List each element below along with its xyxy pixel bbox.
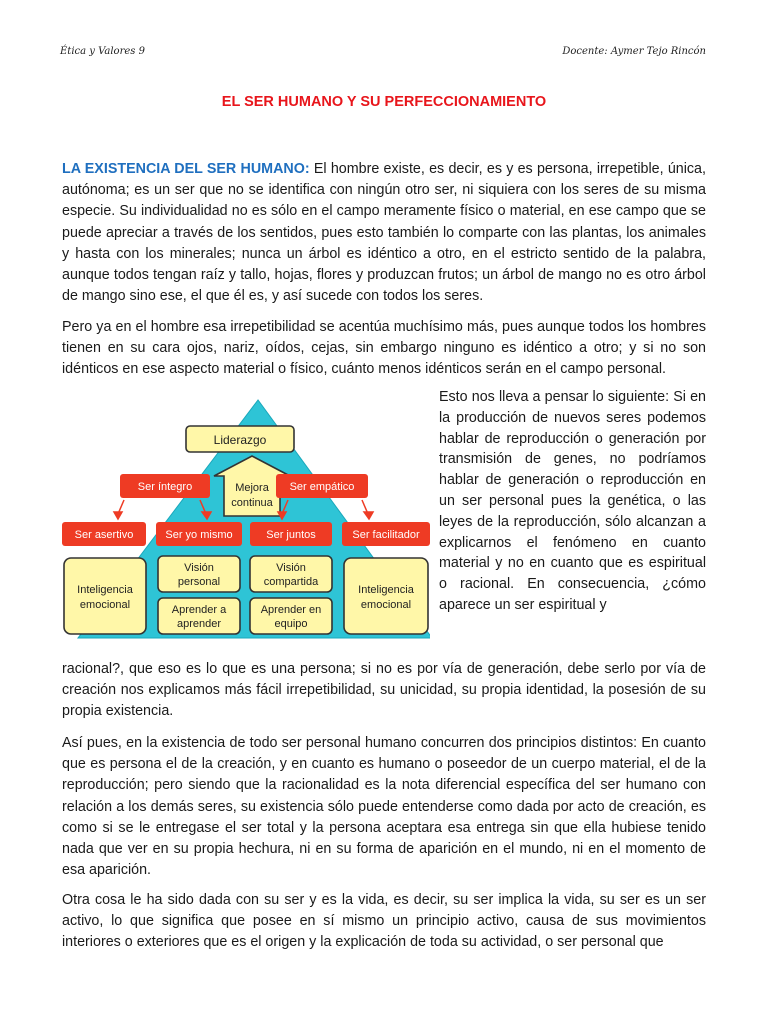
diagram-right-box-l2: emocional bbox=[360, 599, 412, 611]
paragraph-2: Pero ya en el hombre esa irrepetibilidad se acentúa muchísimo más, pues aunque todos los hombres tienen en su cara ojos, nariz, oídos, cejas, sin embargo ninguno es idéntico a otro; y si no son idénticos en ese aspecto material o físico, cuánto menos idénticos serán en el campo personal. bbox=[62, 319, 706, 378]
diagram-right-box-l1: Inteligencia bbox=[358, 584, 414, 596]
diagram-c1-l1: Visión bbox=[184, 562, 214, 574]
section-heading: LA EXISTENCIA DEL SER HUMANO: bbox=[62, 161, 310, 177]
document-title: EL SER HUMANO Y SU PERFECCIONAMIENTO bbox=[221, 94, 547, 110]
diagram-center-line1: Mejora bbox=[235, 482, 269, 494]
diagram-right-mid: Ser empático bbox=[289, 481, 355, 493]
diagram-left-box-l1: Inteligencia bbox=[77, 584, 133, 596]
diagram-left-box-l2: emocional bbox=[79, 599, 131, 611]
diagram-c1-l2: personal bbox=[177, 576, 221, 588]
header-subject: Ética y Valores 9 bbox=[60, 46, 145, 57]
diagram-center-line2: continua bbox=[231, 497, 273, 509]
diagram-row-2: Ser juntos bbox=[266, 529, 316, 541]
diagram-c3-l2: aprender bbox=[176, 618, 222, 630]
leadership-pyramid-diagram bbox=[62, 398, 430, 648]
diagram-c3-l1: Aprender a bbox=[171, 604, 227, 616]
diagram-row-1: Ser yo mismo bbox=[165, 529, 233, 541]
paragraph-existence bbox=[62, 159, 706, 307]
paragraph-5: Otra cosa le ha sido dada con su ser y es la vida, es decir, su ser implica la vida, su ser es un ser activo, lo que significa que posee en sí mismo un principio activo, causa de sus movimientos interiores o exteriores que es el origen y la explicación de toda su actividad, o ser personal que bbox=[62, 892, 706, 951]
diagram-c4-l1: Aprender en bbox=[260, 604, 322, 616]
paragraph-3-continuation: racional?, que eso es lo que es una persona; si no es por vía de generación, debe serlo por vía de creación nos explicamos más fácil irrepetibilidad, su unicidad, su propia identidad, la posesión de su propia existencia. bbox=[62, 661, 706, 720]
side-text: Esto nos lleva a pensar lo siguiente: Si en la producción de nuevos seres podemos hablar de reproducción o generación por transmisión de genes, no podríamos hablar de generación o reproducción en un ser personal pues la genética, o las leyes de la reproducción, sólo alcanzan a explicarnos el fenómeno en cuanto material y no en cuanto que es espiritual o racional. En consecuencia, ¿cómo aparece un ser espiritual y bbox=[439, 389, 706, 613]
diagram-c2-l2: compartida bbox=[263, 576, 319, 588]
diagram-c4-l2: equipo bbox=[274, 618, 308, 630]
section-text: El hombre existe, es decir, es y es persona, irrepetible, única, autónoma; es un ser que no se identifica con ningún otro ser, ni siquiera con los seres de su misma especie. Su individualidad no es sólo en el campo meramente físico o material, en ese campo que se puede apreciar a través de los sentidos, pues esto también lo comparte con las plantas, los animales y hasta con los minerales; nunca un árbol es idéntico a otro, en el estricto sentido de la palabra, aunque todos tengan raíz y tallo, hojas, flores y produzcan frutos; un árbol de mango no es otro árbol de mango sino ese, el que él es, y así sucede con todos los seres. bbox=[62, 161, 706, 305]
diagram-c2-l1: Visión bbox=[276, 562, 306, 574]
diagram-left-mid: Ser íntegro bbox=[137, 481, 193, 493]
diagram-row-3: Ser facilitador bbox=[352, 529, 420, 541]
header-teacher: Docente: Aymer Tejo Rincón bbox=[562, 46, 706, 57]
diagram-top-label: Liderazgo bbox=[213, 433, 267, 447]
paragraph-4: Así pues, en la existencia de todo ser personal humano concurren dos principios distintos: En cuanto que es persona el de la creación, y en cuanto es humano o poseedor de un cuerpo material, el de la reproducción; pero siendo que la racionalidad es la nota diferencial específica del ser humano con relación a los demás seres, su existencia sólo puede entenderse como dada por acto de creación, es como si se le entregase el ser total y la persona aceptara esa entrega sin que ella hubiese tenido nada que ver en su propia hechura, ni en su forma de aparición en el mundo, ni en el momento de esa aparición. bbox=[62, 735, 706, 879]
diagram-row-0: Ser asertivo bbox=[74, 529, 134, 541]
